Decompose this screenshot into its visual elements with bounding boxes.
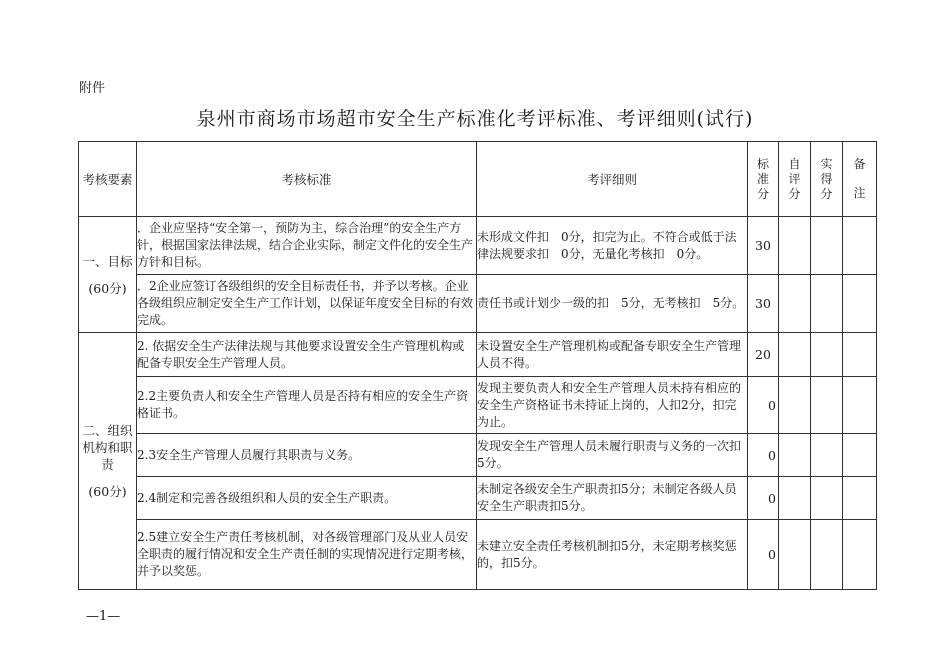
attachment-label: 附件 [79,81,106,96]
criteria-cell: 2.3安全生产管理人员履行其职责与义务。 [137,434,477,477]
category-score: (60分) [88,280,127,296]
actual-score-cell [811,434,843,477]
header-criteria: 考核标准 [137,142,477,217]
table-row [79,217,877,275]
criteria-cell: 2.4制定和完善各级组织和人员的安全生产职责。 [137,477,477,520]
detail-cell: 发现安全生产管理人员未履行职责与义务的一次扣5分。 [477,434,748,477]
category-label: 二、组织机构和职责 [82,423,133,472]
header-details: 考评细则 [477,142,748,217]
page-number: —1— [86,609,121,624]
criteria-cell: 2.5建立安全生产责任考核机制，对各级管理部门及从业人员安全职责的履行情况和安全生产责任制的实现情况进行定期考核，并予以奖惩。 [137,520,477,590]
standard-score-cell: 0 [748,434,779,477]
detail-cell: 未形成文件扣 0分，扣完为止。不符合或低于法律法规要求扣 0分，无量化考核扣 0分。 [477,217,748,275]
standard-score-cell: 0 [748,520,779,590]
table-row [79,477,877,520]
remarks-cell [843,333,877,377]
self-score-cell [779,377,811,434]
standard-score-cell: 30 [748,217,779,275]
criteria-cell: ．企业应坚持“安全第一，预防为主，综合治理”的安全生产方针，根据国家法律法规，结合企业实际，制定文件化的安全生产方针和目标。 [137,217,477,275]
detail-cell: 未建立安全责任考核机制扣5分，未定期考核奖惩的，扣5分。 [477,520,748,590]
header-self-score: 自 评 分 [779,142,811,217]
actual-score-cell [811,275,843,333]
criteria-cell: 2. 依据安全生产法律法规与其他要求设置安全生产管理机构或配备专职安全生产管理人员。 [137,333,477,377]
category-score: (60分) [88,484,127,499]
remarks-cell [843,434,877,477]
self-score-cell [779,477,811,520]
header-actual-score: 实 得 分 [811,142,843,217]
standard-score-cell: 20 [748,333,779,377]
remarks-cell [843,377,877,434]
table-row [79,520,877,590]
category-label: 一、目标 [82,253,133,269]
standard-score-cell: 0 [748,377,779,434]
detail-cell: 未设置安全生产管理机构或配备专职安全生产管理人员不得。 [477,333,748,377]
remarks-cell [843,520,877,590]
self-score-cell [779,275,811,333]
header-remarks: 备 注 [843,142,877,217]
criteria-cell: ．2企业应签订各级组织的安全目标责任书，并予以考核。企业各级组织应制定安全生产工作计划，以保证年度安全目标的有效完成。 [137,275,477,333]
detail-cell: 责任书或计划少一级的扣 5分，无考核扣 5分。 [477,275,748,333]
self-score-cell [779,333,811,377]
category-cell [79,217,137,333]
header-row [79,142,877,217]
actual-score-cell [811,477,843,520]
remarks-cell [843,477,877,520]
actual-score-cell [811,520,843,590]
actual-score-cell [811,217,843,275]
detail-cell: 发现主要负责人和安全生产管理人员未持有相应的安全生产资格证书未持证上岗的，人扣2分，扣完为止。 [477,377,748,434]
table-row [79,333,877,377]
remarks-cell [843,275,877,333]
table-row [79,434,877,477]
header-element: 考核要素 [79,142,137,217]
remarks-cell [843,217,877,275]
document-title: 泉州市商场市场超市安全生产标准化考评标准、考评细则(试行) [196,108,754,130]
criteria-cell: 2.2主要负责人和安全生产管理人员是否持有相应的安全生产资格证书。 [137,377,477,434]
assessment-table [78,141,877,590]
category-cell [79,333,137,590]
table-row [79,275,877,333]
actual-score-cell [811,377,843,434]
standard-score-cell: 0 [748,477,779,520]
table-row [79,377,877,434]
actual-score-cell [811,333,843,377]
self-score-cell [779,217,811,275]
header-standard-score: 标 准 分 [748,142,779,217]
self-score-cell [779,520,811,590]
detail-cell: 未制定各级安全生产职责扣5分；未制定各级人员安全生产职责扣5分。 [477,477,748,520]
standard-score-cell: 30 [748,275,779,333]
self-score-cell [779,434,811,477]
